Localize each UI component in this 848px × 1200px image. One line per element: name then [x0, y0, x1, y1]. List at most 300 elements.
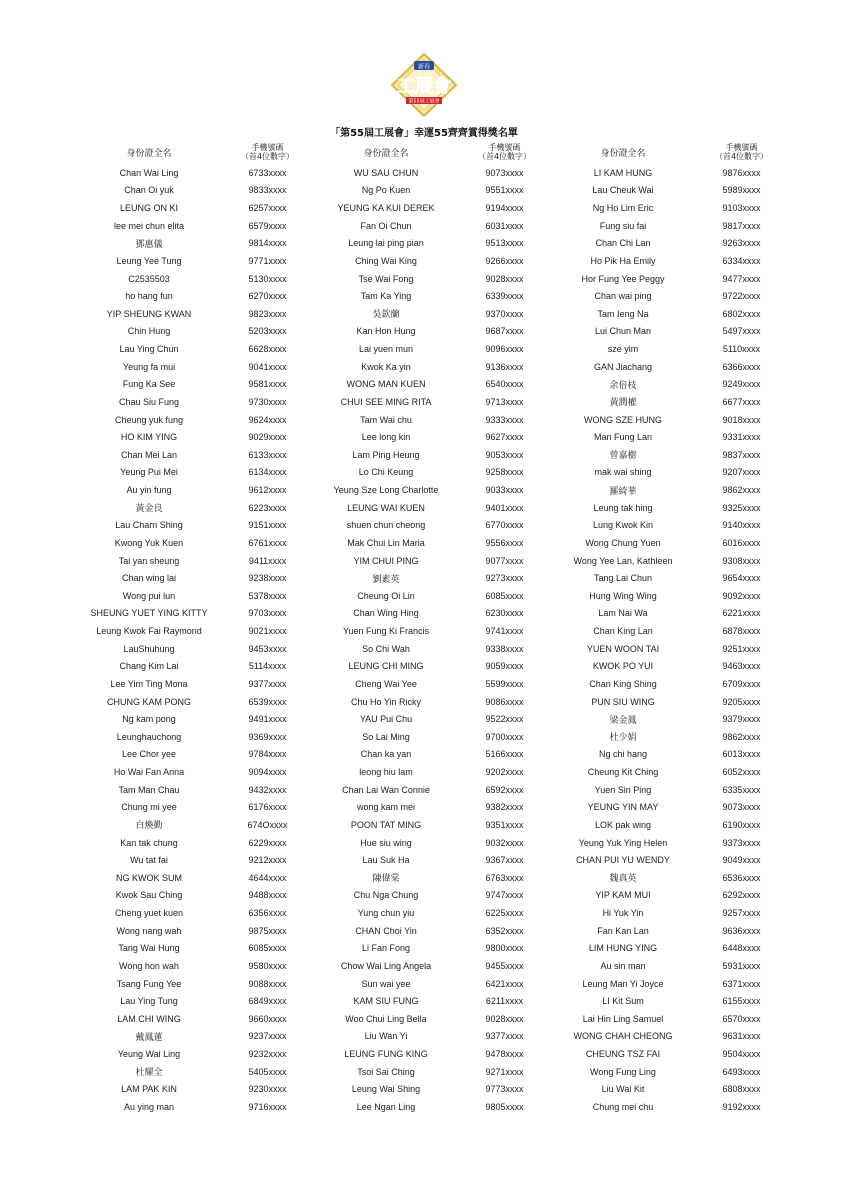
winner-name: Wong Chung Yuen: [585, 537, 661, 548]
winner-phone: 9257xxxx: [722, 908, 761, 919]
header-name: 身份證全名: [126, 148, 172, 159]
logo-sub-text: 第55屆工展會: [408, 98, 440, 105]
winner-name: Tai yan sheung: [118, 555, 180, 566]
table-row: [552, 199, 789, 217]
winner-name: LauShuhung: [123, 643, 175, 654]
table-row: [315, 975, 552, 993]
winner-phone: 9096xxxx: [485, 344, 524, 355]
table-row: [552, 781, 789, 799]
winner-name: Tse Wai Fong: [358, 273, 414, 284]
table-row: [315, 1010, 552, 1028]
table-row: [552, 305, 789, 323]
header-name: 身份證全名: [363, 148, 409, 159]
table-row: [78, 834, 315, 852]
winner-name: Wong pui lun: [122, 590, 176, 601]
winner-name: Lau Charn Shing: [115, 520, 183, 531]
logo-badge-text: 新春: [417, 63, 431, 71]
winner-phone: 9207xxxx: [722, 467, 761, 478]
winner-phone: 9103xxxx: [722, 203, 761, 214]
winner-phone: 9333xxxx: [485, 414, 524, 425]
table-row: [78, 1081, 315, 1099]
winner-phone: 9136xxxx: [485, 361, 524, 372]
table-row: [315, 305, 552, 323]
column-group-1: [78, 140, 315, 1116]
winner-phone: 6733xxxx: [248, 167, 287, 178]
table-row: [315, 499, 552, 517]
winner-phone: 6763xxxx: [485, 872, 524, 883]
winner-name: sze yim: [607, 344, 639, 355]
table-row: [78, 217, 315, 235]
winner-name: LI KAM HUNG: [593, 167, 653, 178]
table-row: [552, 217, 789, 235]
winner-name: Hue siu wing: [360, 837, 412, 848]
winner-name: Fan Kan Lan: [597, 925, 649, 936]
winner-phone: 6761xxxx: [248, 537, 287, 548]
table-row: [315, 376, 552, 394]
winner-phone: 9373xxxx: [722, 837, 761, 848]
winner-name: POON TAT MING: [350, 819, 422, 830]
winner-name: Fung Ka See: [122, 379, 176, 390]
winner-name: Chan Chi Lan: [595, 238, 651, 249]
table-row: [552, 235, 789, 253]
winner-name: Au ying man: [123, 1101, 175, 1112]
winner-name: 梁金鳳: [609, 714, 637, 725]
logo-main-text: 工展會: [397, 76, 451, 97]
table-row: [78, 605, 315, 623]
table-row: [315, 446, 552, 464]
winner-phone: 9028xxxx: [485, 1013, 524, 1024]
winner-phone: 6225xxxx: [485, 908, 524, 919]
winner-phone: 6849xxxx: [248, 996, 287, 1007]
winner-name: Yuen Sin Ping: [594, 784, 652, 795]
table-row: [552, 904, 789, 922]
table-row: [552, 887, 789, 905]
winner-phone: 9092xxxx: [722, 590, 761, 601]
table-row: [78, 781, 315, 799]
winner-phone: 9817xxxx: [722, 220, 761, 231]
winner-name: Kwok Sau Ching: [115, 890, 183, 901]
winner-phone: 4644xxxx: [248, 872, 287, 883]
winner-phone: 6770xxxx: [485, 520, 524, 531]
winner-name: So Lai Ming: [362, 731, 410, 742]
table-row: [552, 605, 789, 623]
winner-phone: 5166xxxx: [485, 749, 524, 760]
winner-phone: 9875xxxx: [248, 925, 287, 936]
winner-phone: 9703xxxx: [248, 608, 287, 619]
winner-phone: 674Oxxxx: [247, 819, 288, 830]
winner-phone: 6031xxxx: [485, 220, 524, 231]
table-row: [552, 587, 789, 605]
winner-phone: 6371xxxx: [722, 978, 761, 989]
winner-phone: 9453xxxx: [248, 643, 287, 654]
table-row: [78, 199, 315, 217]
table-row: [552, 411, 789, 429]
winner-name: CHUNG KAM PONG: [106, 696, 191, 707]
winner-phone: 9580xxxx: [248, 960, 287, 971]
winner-name: Ching Wai King: [355, 255, 417, 266]
table-row: [78, 940, 315, 958]
table-row: [315, 781, 552, 799]
winner-name: Chung mei chu: [592, 1101, 654, 1112]
winner-phone: 9687xxxx: [485, 326, 524, 337]
winner-name: lee mei chun elita: [113, 220, 185, 231]
table-row: [552, 552, 789, 570]
table-row: [78, 1010, 315, 1028]
winner-name: Yeung Sze Long Charlotte: [333, 485, 439, 496]
winner-phone: 9088xxxx: [248, 978, 287, 989]
winner-name: Leunghauchong: [116, 731, 182, 742]
table-row: [78, 693, 315, 711]
winner-phone: 9636xxxx: [722, 925, 761, 936]
winner-phone: 5497xxxx: [722, 326, 761, 337]
table-row: [78, 323, 315, 341]
winner-name: CHUI SEE MING RITA: [340, 396, 432, 407]
winner-phone: 9800xxxx: [485, 943, 524, 954]
winner-phone: 6366xxxx: [722, 361, 761, 372]
winner-phone: 9660xxxx: [248, 1013, 287, 1024]
winner-name: Chan Oi yuk: [124, 185, 174, 196]
header-phone-line1: 手機號碼: [725, 143, 758, 152]
winner-phone: 9041xxxx: [248, 361, 287, 372]
winner-name: YIP KAM MUI: [595, 890, 651, 901]
winner-name: Ng Ho Lim Eric: [592, 203, 654, 214]
table-row: [78, 869, 315, 887]
winner-name: 余倍枝: [609, 379, 637, 390]
winners-table: [78, 140, 790, 1116]
table-row: [552, 534, 789, 552]
table-row: [552, 1010, 789, 1028]
winner-name: Chung mi yee: [121, 802, 177, 813]
winner-name: Fan Oi Chun: [360, 220, 412, 231]
table-row: [315, 746, 552, 764]
table-row: [315, 851, 552, 869]
winner-phone: 9192xxxx: [722, 1101, 761, 1112]
winner-phone: 9833xxxx: [248, 185, 287, 196]
winner-phone: 9029xxxx: [248, 432, 287, 443]
winner-phone: 9073xxxx: [722, 802, 761, 813]
winner-name: Chan Mei Lan: [120, 449, 178, 460]
winner-name: Chau Siu Fung: [118, 396, 180, 407]
winner-phone: 6579xxxx: [248, 220, 287, 231]
winner-phone: 9513xxxx: [485, 238, 524, 249]
winner-name: mak wai shing: [594, 467, 652, 478]
header-phone-line1: 手機號碼: [251, 143, 284, 152]
table-row: [552, 1098, 789, 1116]
table-row: [78, 675, 315, 693]
winner-name: Wong Yee Lan, Kathleen: [573, 555, 673, 566]
table-row: [552, 499, 789, 517]
table-row: [552, 816, 789, 834]
winner-phone: 6356xxxx: [248, 908, 287, 919]
table-row: [552, 992, 789, 1010]
winner-name: Wong hon wah: [119, 960, 179, 971]
winner-phone: 6221xxxx: [722, 608, 761, 619]
winner-phone: 6709xxxx: [722, 678, 761, 689]
winner-name: Chin Hung: [127, 326, 171, 337]
table-row: [315, 622, 552, 640]
winner-phone: 9151xxxx: [248, 520, 287, 531]
winner-phone: 9551xxxx: [485, 185, 524, 196]
table-row: [78, 235, 315, 253]
table-row: [78, 164, 315, 182]
table-row: [552, 799, 789, 817]
winner-name: Lui Chun Man: [594, 326, 652, 337]
winner-phone: 6257xxxx: [248, 203, 287, 214]
winner-name: Chan wing lai: [121, 573, 177, 584]
winner-name: Yung chun yiu: [357, 908, 415, 919]
winner-name: YEUNG KA KUI DEREK: [337, 203, 435, 214]
winner-phone: 9266xxxx: [485, 255, 524, 266]
table-row: [552, 323, 789, 341]
table-row: [552, 340, 789, 358]
winner-phone: 9018xxxx: [722, 414, 761, 425]
table-row: [552, 763, 789, 781]
winner-name: YAU Pui Chu: [359, 714, 413, 725]
table-row: [315, 658, 552, 676]
table-row: [552, 834, 789, 852]
winner-name: LEUNG CHI MING: [348, 661, 424, 672]
winner-phone: 9556xxxx: [485, 537, 524, 548]
winner-name: Au sin man: [600, 960, 646, 971]
table-header: [78, 140, 315, 164]
winner-phone: 6211xxxx: [485, 996, 524, 1007]
winner-phone: 9367xxxx: [485, 855, 524, 866]
winner-name: Ng chi hang: [598, 749, 648, 760]
winner-phone: 9077xxxx: [485, 555, 524, 566]
winner-phone: 9049xxxx: [722, 855, 761, 866]
winner-name: Hor Fung Yee Peggy: [581, 273, 665, 284]
winner-name: Yeung fa mui: [122, 361, 176, 372]
winner-phone: 9477xxxx: [722, 273, 761, 284]
winner-phone: 9823xxxx: [248, 308, 287, 319]
table-row: [78, 287, 315, 305]
table-row: [315, 710, 552, 728]
winner-phone: 9370xxxx: [485, 308, 524, 319]
table-row: [315, 799, 552, 817]
winner-phone: 9627xxxx: [485, 432, 524, 443]
table-row: [78, 446, 315, 464]
table-row: [315, 182, 552, 200]
winner-phone: 9491xxxx: [248, 714, 287, 725]
table-row: [315, 1081, 552, 1099]
table-row: [78, 552, 315, 570]
winner-phone: 5110xxxx: [722, 344, 761, 355]
table-row: [78, 428, 315, 446]
winner-phone: 9488xxxx: [248, 890, 287, 901]
winner-phone: 5599xxxx: [485, 678, 524, 689]
winner-phone: 9654xxxx: [722, 573, 761, 584]
winner-phone: 6448xxxx: [722, 943, 761, 954]
winner-phone: 9631xxxx: [722, 1031, 761, 1042]
winner-name: LIM HUNG YING: [588, 943, 658, 954]
winner-name: Lee long kin: [361, 432, 411, 443]
winner-phone: 9377xxxx: [248, 678, 287, 689]
winner-name: Tsang Fung Yee: [116, 978, 182, 989]
winner-name: leong hiu lam: [359, 767, 413, 778]
winner-phone: 6878xxxx: [722, 626, 761, 637]
winner-name: Chan King Shing: [589, 678, 657, 689]
winner-name: Chan Wing Hing: [353, 608, 419, 619]
winner-phone: 9094xxxx: [248, 767, 287, 778]
table-row: [552, 252, 789, 270]
winner-name: LEUNG FUNG KING: [344, 1049, 428, 1060]
table-row: [315, 287, 552, 305]
table-row: [315, 428, 552, 446]
table-row: [552, 358, 789, 376]
winner-phone: 6335xxxx: [722, 784, 761, 795]
winner-name: Leung tak hing: [593, 502, 653, 513]
winner-name: Fung siu fai: [599, 220, 647, 231]
table-row: [78, 376, 315, 394]
winner-name: Lau Ying Chun: [119, 344, 179, 355]
table-row: [78, 975, 315, 993]
winner-name: 黃金良: [135, 503, 163, 514]
winner-phone: 5130xxxx: [248, 273, 287, 284]
table-row: [78, 887, 315, 905]
winner-name: Lee Chor yee: [121, 749, 177, 760]
table-row: [552, 287, 789, 305]
winner-phone: 9140xxxx: [722, 520, 761, 531]
table-row: [552, 658, 789, 676]
table-row: [78, 517, 315, 535]
table-row: [552, 975, 789, 993]
winner-name: Lee Yim Ting Mona: [110, 678, 188, 689]
winner-phone: 9773xxxx: [485, 1084, 524, 1095]
winner-name: 杜少娟: [609, 732, 637, 743]
winner-phone: 9581xxxx: [248, 379, 287, 390]
winner-phone: 9722xxxx: [722, 291, 761, 302]
winner-phone: 9194xxxx: [485, 203, 524, 214]
winner-name: Sun wai yee: [361, 978, 411, 989]
winner-phone: 9251xxxx: [722, 643, 761, 654]
winner-phone: 6536xxxx: [722, 872, 761, 883]
table-row: [315, 164, 552, 182]
table-row: [315, 340, 552, 358]
table-row: [315, 834, 552, 852]
expo-logo: [384, 52, 464, 118]
winner-name: Tam Ka Ying: [360, 291, 412, 302]
winner-name: Chan wai ping: [594, 291, 652, 302]
winner-phone: 6493xxxx: [722, 1066, 761, 1077]
table-row: [552, 728, 789, 746]
winner-phone: 9212xxxx: [248, 855, 287, 866]
table-row: [78, 587, 315, 605]
winner-name: NG KWOK SUM: [115, 872, 182, 883]
winner-name: Cheng Wai Yee: [355, 678, 417, 689]
winner-name: Lai yuen mun: [358, 344, 414, 355]
table-row: [78, 464, 315, 482]
winner-phone: 6134xxxx: [248, 467, 287, 478]
winner-phone: 9478xxxx: [485, 1049, 524, 1060]
table-row: [78, 481, 315, 499]
winner-name: 吳欽蘭: [372, 309, 400, 320]
winner-name: Yeung Pui Mei: [120, 467, 178, 478]
table-row: [315, 358, 552, 376]
table-row: [315, 693, 552, 711]
winner-name: Lai Hin Ling Samuel: [582, 1013, 664, 1024]
winner-phone: 6016xxxx: [722, 537, 761, 548]
header-phone-line2: （首4位數字）: [477, 152, 532, 161]
winner-phone: 6085xxxx: [248, 943, 287, 954]
winner-phone: 6677xxxx: [722, 396, 761, 407]
winner-phone: 6223xxxx: [248, 502, 287, 513]
table-row: [78, 851, 315, 869]
winner-name: Ho Pik Ha Emily: [590, 255, 656, 266]
winner-phone: 6808xxxx: [722, 1084, 761, 1095]
winner-name: Chan Wai Ling: [119, 167, 179, 178]
winner-name: WONG CHAH CHEONG: [573, 1031, 673, 1042]
winner-phone: 9205xxxx: [722, 696, 761, 707]
winner-name: GAN Jiachang: [593, 361, 653, 372]
winner-name: Tang Wai Hung: [118, 943, 180, 954]
winner-phone: 9230xxxx: [248, 1084, 287, 1095]
winner-phone: 9814xxxx: [248, 238, 287, 249]
winner-name: Hung Wing Wing: [589, 590, 657, 601]
table-row: [552, 164, 789, 182]
winner-phone: 9351xxxx: [485, 819, 524, 830]
winner-phone: 9377xxxx: [485, 1031, 524, 1042]
winner-phone: 9232xxxx: [248, 1049, 287, 1060]
winner-name: Chang Kim Lai: [119, 661, 179, 672]
header-phone-line2: （首4位數字）: [714, 152, 769, 161]
table-row: [315, 411, 552, 429]
winner-name: Leung Yee Tung: [116, 255, 182, 266]
winner-name: Tang Lai Chun: [593, 573, 653, 584]
winner-phone: 9325xxxx: [722, 502, 761, 513]
table-row: [78, 816, 315, 834]
winner-phone: 9411xxxx: [248, 555, 287, 566]
winner-phone: 6540xxxx: [485, 379, 524, 390]
winner-name: YIP SHEUNG KWAN: [106, 308, 192, 319]
winner-phone: 9784xxxx: [248, 749, 287, 760]
winner-phone: 6230xxxx: [485, 608, 524, 619]
winner-phone: 9369xxxx: [248, 731, 287, 742]
winner-name: Wong Fung Ling: [590, 1066, 656, 1077]
winner-phone: 6133xxxx: [248, 449, 287, 460]
winner-phone: 9805xxxx: [485, 1101, 524, 1112]
winner-name: Au yin fung: [126, 485, 172, 496]
winner-name: Ng kam pong: [122, 714, 176, 725]
table-row: [315, 763, 552, 781]
winner-name: wong kam mei: [356, 802, 416, 813]
table-row: [315, 464, 552, 482]
winner-name: Yeung Wai Ling: [117, 1049, 181, 1060]
winner-name: WONG SZE HUNG: [584, 414, 662, 425]
winner-phone: 9059xxxx: [485, 661, 524, 672]
winner-name: Tsoi Sai Ching: [357, 1066, 415, 1077]
table-header: [552, 140, 789, 164]
winner-phone: 9237xxxx: [248, 1031, 287, 1042]
table-row: [552, 675, 789, 693]
winner-name: shuen chun cheong: [346, 520, 426, 531]
table-row: [552, 1028, 789, 1046]
winner-phone: 9504xxxx: [722, 1049, 761, 1060]
winner-name: Cheung Kit Ching: [587, 767, 659, 778]
winner-name: KAM SIU FUNG: [353, 996, 419, 1007]
table-row: [552, 1045, 789, 1063]
table-row: [78, 182, 315, 200]
winner-name: Lam Nai Wa: [598, 608, 648, 619]
winner-phone: 9747xxxx: [485, 890, 524, 901]
expo-logo-graphic: [384, 52, 464, 118]
winner-phone: 9876xxxx: [722, 167, 761, 178]
table-row: [552, 622, 789, 640]
table-row: [78, 1028, 315, 1046]
winner-phone: 5378xxxx: [248, 590, 287, 601]
table-row: [78, 1098, 315, 1116]
winner-phone: 9455xxxx: [485, 960, 524, 971]
table-row: [552, 428, 789, 446]
